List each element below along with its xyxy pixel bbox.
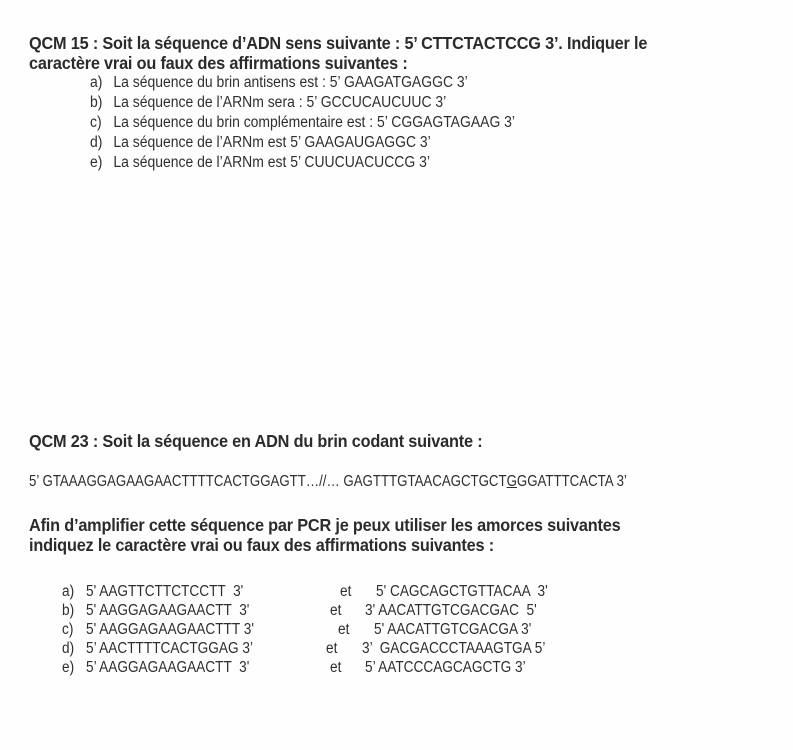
primer-forward: 5' AAGGAGAAGAACTTT 3' bbox=[86, 621, 254, 638]
option-letter: a) bbox=[90, 74, 103, 91]
sequence-part: GGATTTCACTA 3’ bbox=[516, 473, 627, 490]
option-letter: e) bbox=[62, 659, 75, 676]
option-letter: b) bbox=[90, 94, 103, 111]
qcm15-option-d bbox=[90, 133, 431, 152]
option-text: La séquence du brin complémentaire est : 5’ CGGAGTAGAAG 3’ bbox=[113, 114, 516, 131]
sequence-underlined-base: G bbox=[506, 473, 517, 490]
qcm15-option-b bbox=[90, 93, 446, 112]
option-letter: e) bbox=[90, 154, 103, 171]
primer-reverse: 5’ AATCCCAGCAGCTG 3’ bbox=[365, 659, 526, 676]
primer-conjunction: et bbox=[330, 602, 342, 619]
primer-forward: 5' AAGTTCTTCTCCTT 3' bbox=[86, 583, 244, 600]
option-text: La séquence du brin antisens est : 5’ GAAGATGAGGC 3’ bbox=[113, 74, 468, 91]
qcm23-option-d bbox=[62, 639, 622, 658]
qcm23-title: QCM 23 : Soit la séquence en ADN du brin codant suivante : bbox=[29, 431, 483, 451]
primer-conjunction: et bbox=[338, 621, 350, 638]
qcm23-instruction-line2: indiquez le caractère vrai ou faux des affirmations suivantes : bbox=[29, 535, 494, 555]
option-letter: d) bbox=[90, 134, 103, 151]
qcm23-option-e bbox=[62, 658, 622, 677]
qcm23-dna-sequence bbox=[29, 472, 627, 491]
primer-conjunction: et bbox=[330, 659, 342, 676]
option-letter: c) bbox=[90, 114, 102, 131]
primer-reverse: 3' AACATTGTCGACGAC 5' bbox=[365, 602, 537, 619]
option-letter: d) bbox=[62, 640, 75, 657]
primer-forward: 5' AAGGAGAAGAACTT 3' bbox=[86, 602, 250, 619]
sequence-part: 5’ GTAAAGGAGAAGAACTTTTCACTGGAGTT…//… GAGTTTGTAACAGCTGCT bbox=[29, 473, 507, 490]
primer-conjunction: et bbox=[326, 640, 338, 657]
option-text: La séquence de l’ARNm est 5’ GAAGAUGAGGC 3’ bbox=[113, 134, 431, 151]
qcm15-option-c bbox=[90, 113, 515, 132]
primer-reverse: 3’ GACGACCCTAAAGTGA 5’ bbox=[362, 640, 546, 657]
qcm15-title-line2: caractère vrai ou faux des affirmations suivantes : bbox=[29, 53, 408, 73]
qcm15-option-a bbox=[90, 73, 468, 92]
primer-reverse: 5' CAGCAGCTGTTACAA 3' bbox=[376, 583, 548, 600]
primer-reverse: 5' AACATTGTCGACGA 3' bbox=[374, 621, 532, 638]
qcm23-option-b bbox=[62, 601, 622, 620]
qcm23-instruction-line1: Afin d’amplifier cette séquence par PCR je peux utiliser les amorces suivantes bbox=[29, 515, 621, 535]
primer-conjunction: et bbox=[340, 583, 352, 600]
option-letter: b) bbox=[62, 602, 75, 619]
option-letter: c) bbox=[62, 621, 74, 638]
option-letter: a) bbox=[62, 583, 75, 600]
qcm23-option-a bbox=[62, 582, 622, 601]
qcm15-option-e bbox=[90, 153, 430, 172]
option-text: La séquence de l’ARNm est 5’ CUUCUACUCCG 3’ bbox=[113, 154, 430, 171]
option-text: La séquence de l’ARNm sera : 5’ GCCUCAUCUUC 3’ bbox=[113, 94, 447, 111]
primer-forward: 5’ AACTTTTCACTGGAG 3’ bbox=[86, 640, 253, 657]
qcm23-option-c bbox=[62, 620, 622, 639]
primer-forward: 5’ AAGGAGAAGAACTT 3' bbox=[86, 659, 250, 676]
qcm15-title-line1: QCM 15 : Soit la séquence d’ADN sens suivante : 5’ CTTCTACTCCG 3’. Indiquer le bbox=[29, 33, 648, 53]
